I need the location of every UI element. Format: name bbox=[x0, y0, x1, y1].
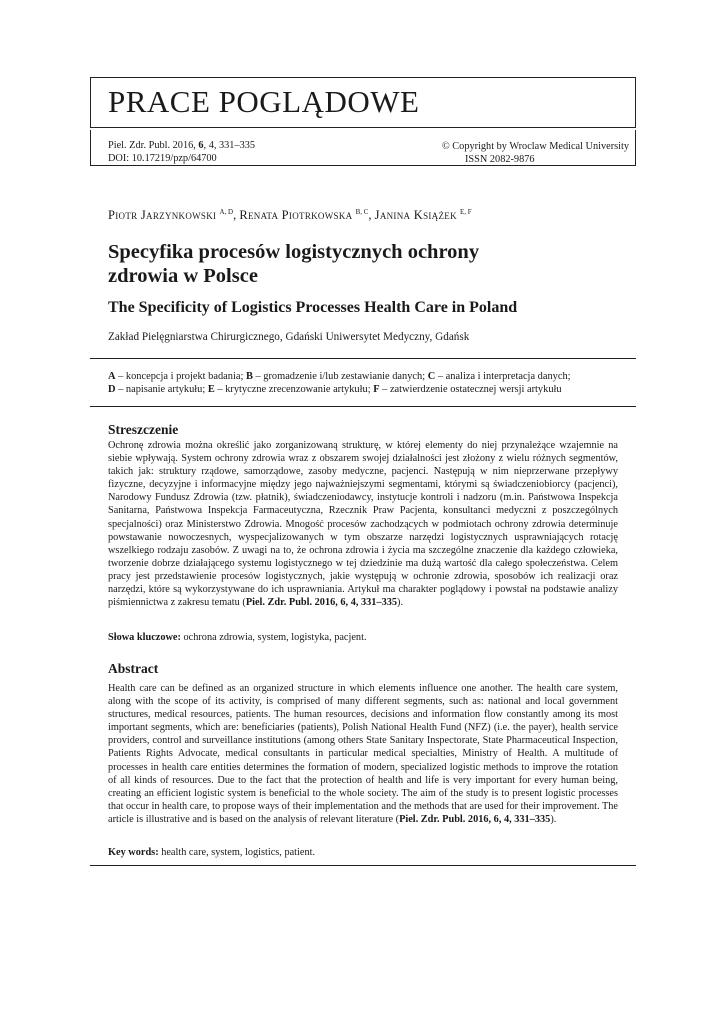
author-name: Renata Piotrkowska bbox=[239, 208, 353, 222]
contribution-text: – napisanie artykułu; bbox=[115, 384, 208, 395]
affiliation: Zakład Pielęgniarstwa Chirurgicznego, Gdański Uniwersytet Medyczny, Gdańsk bbox=[108, 331, 470, 343]
contribution-letter: A bbox=[108, 371, 116, 382]
contribution-letter: C bbox=[427, 371, 436, 382]
author-contribution: E, F bbox=[460, 208, 472, 216]
streszczenie-heading: Streszczenie bbox=[108, 422, 179, 437]
contribution-text: – analiza i interpretacja danych; bbox=[435, 371, 571, 382]
author bbox=[239, 208, 374, 222]
contribution-text: – gromadzenie i/lub zestawianie danych; bbox=[252, 371, 428, 382]
citation-prefix: Piel. Zdr. Publ. 2016, bbox=[108, 140, 199, 151]
author-name: Piotr Jarzynkowski bbox=[108, 208, 217, 222]
journal-citation bbox=[108, 139, 255, 152]
contribution-letter: D bbox=[108, 384, 116, 395]
article-title-en: The Specificity of Logistics Processes Health Care in Poland bbox=[108, 299, 518, 316]
series-title: PRACE POGLĄDOWE bbox=[108, 84, 420, 119]
author-name: Janina Książek bbox=[374, 208, 457, 222]
keywords-pl bbox=[108, 632, 367, 643]
keywords-en bbox=[108, 847, 315, 858]
abstract-body-text: Health care can be defined as an organized structure in which elements influence one another. The health care system, along with the scope of its activity, is comprised of many different segments, such as: national and local government structures, medical resources, patients. The human resources, decisions and information flow constantly among its most important segments, which are: beneficiaries (patients), Polish National Health Fund (NFZ) (i.e. the payer), health service providers, control and surveillance institutions (among others State Sanitary Inspectorate, State Pharmaceutical Inspection, Patients Rights Advocate, medical consultants in particular medical specialties, Ministry of Health. A multitude of processes in health care entities determines the formation of modern, specialized logistic methods to improve the rotation of all kinds of resources. Due to the fact that the protection of health and life is very important for every human being, creating an efficient logistic system is beneficial to the whole society. The aim of the study is to present logistic processes that occur in health care, to propose ways of their implementation and the methods that are used for their improvement. The article is illustrative and is based on the analysis of relevant literature ( bbox=[108, 683, 618, 825]
contributions-legend bbox=[108, 370, 628, 396]
streszczenie-closing: ). bbox=[397, 597, 404, 609]
keywords-pl-values: ochrona zdrowia, system, logistyka, pacjent. bbox=[180, 632, 367, 643]
abstract-body bbox=[108, 682, 618, 826]
author-contribution: B, C bbox=[355, 208, 369, 216]
author-separator: , bbox=[233, 208, 240, 222]
streszczenie-body-text: Ochronę zdrowia można określić jako zorganizowaną strukturę, w której elementy do niej przynależące wzajemnie na siebie wpływają. System ochrony zdrowia wraz z obszarem swojej działalności jest złożony z wielu różnych segmentów, takich jak: struktury rządowe, samorządowe, zasoby medyczne, pacjenci. Następują w nim nieprzerwane przepływy fizyczne, decyzyjne i informacyjne między jego najważniejszymi segmentami, którymi są świadczeniobiorcy (pacjenci), Narodowy Fundusz Zdrowia (tzw. płatnik), świadczeniodawcy, instytucje kontroli i nadzoru (m.in. Państwowa Inspekcja Sanitarna, Państwowa Inspekcja Farmaceutyczna, Rzecznik Praw Pacjenta, konsultanci medyczni z poszczególnych specjalności) oraz Ministerstwo Zdrowia. Mnogość procesów zachodzących w podmiotach ochrony zdrowia determinuje powstawanie nowoczesnych, wyspecjalizowanych w tym obszarze narzędzi logistycznych usprawniających rotację wszelkiego rodzaju zasobów. Z uwagi na to, że ochrona zdrowia i życia ma szczególne znaczenie dla każdego człowieka, tworzenie dobrze działającego systemu logistycznego w tej dziedzinie ma dużą wartość dla całego społeczeństwa. Celem pracy jest przedstawienie procesów logistycznych, jakie występują w ochronie zdrowia, sposobów ich realizacji oraz narzędzi, które są wykorzystywane do ich usprawniania. Artykuł ma charakter poglądowy i powstał na podstawie analizy piśmiennictwa z zakresu tematu ( bbox=[108, 440, 618, 609]
abstract-heading: Abstract bbox=[108, 661, 159, 676]
abstract-citation: Piel. Zdr. Publ. 2016, 6, 4, 331–335 bbox=[399, 813, 551, 825]
abstract-closing: ). bbox=[550, 813, 557, 825]
citation-volume: 6 bbox=[198, 140, 204, 151]
author-contribution: A, D bbox=[219, 208, 234, 216]
streszczenie-citation: Piel. Zdr. Publ. 2016, 6, 4, 331–335 bbox=[245, 597, 398, 609]
streszczenie-body bbox=[108, 439, 618, 609]
copyright: © Copyright by Wroclaw Medical University bbox=[441, 141, 629, 152]
divider bbox=[90, 358, 636, 359]
doi[interactable]: DOI: 10.17219/pzp/64700 bbox=[108, 153, 217, 164]
author bbox=[375, 208, 472, 222]
issn: ISSN 2082-9876 bbox=[465, 154, 535, 165]
contribution-text: – zatwierdzenie ostatecznej wersji artykułu bbox=[379, 384, 562, 395]
contribution-text: – krytyczne zrecenzowanie artykułu; bbox=[214, 384, 374, 395]
keywords-en-label: Key words: bbox=[108, 847, 159, 858]
divider bbox=[90, 865, 636, 866]
author-separator: , bbox=[368, 208, 375, 222]
keywords-en-values: health care, system, logistics, patient. bbox=[158, 847, 316, 858]
citation-suffix: , 4, 331–335 bbox=[203, 140, 256, 151]
contribution-letter: B bbox=[245, 371, 253, 382]
author-list bbox=[108, 208, 472, 223]
article-title-pl: Specyfika procesów logistycznych ochrony zdrowia w Polsce bbox=[108, 241, 480, 287]
keywords-pl-label: Słowa kluczowe: bbox=[108, 632, 181, 643]
contribution-text: – koncepcja i projekt badania; bbox=[115, 371, 246, 382]
contribution-letter: E bbox=[207, 384, 215, 395]
divider bbox=[90, 406, 636, 407]
author bbox=[108, 208, 239, 222]
contribution-letter: F bbox=[373, 384, 380, 395]
journal-meta bbox=[90, 130, 636, 166]
